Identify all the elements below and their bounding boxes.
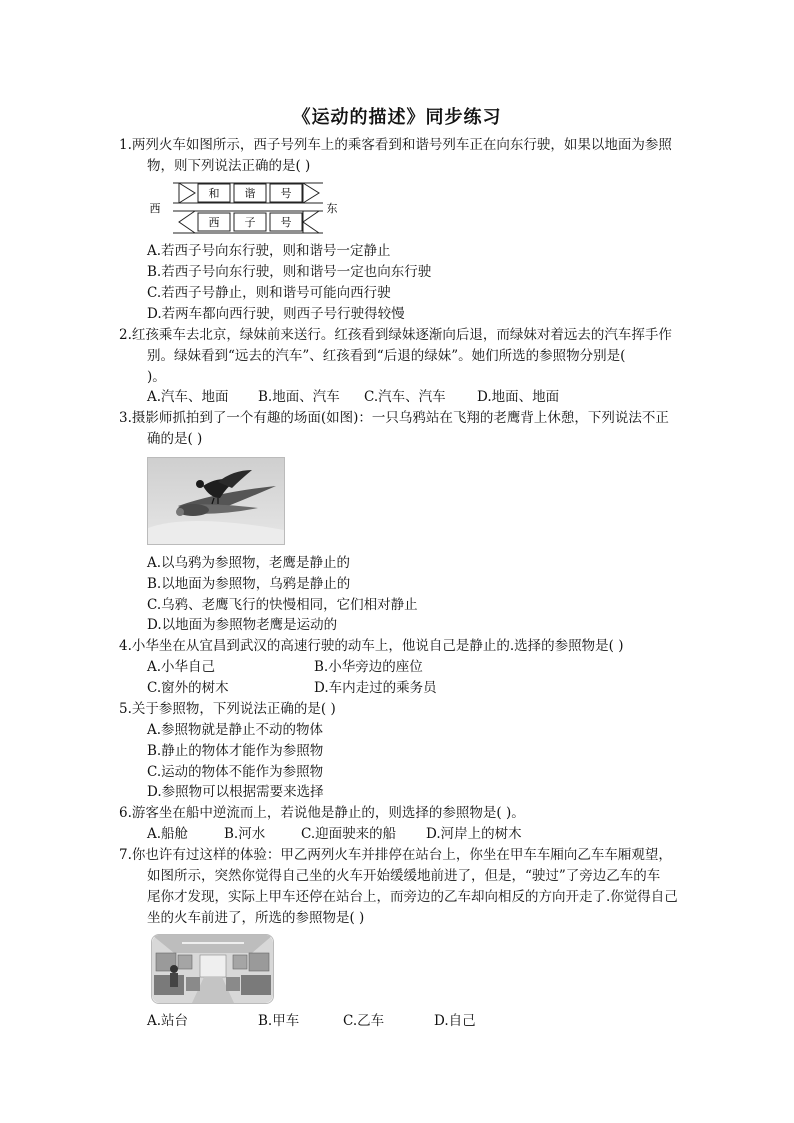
train-bottom-car-3: 号: [280, 216, 292, 229]
question-3-line-2: 确的是( ): [147, 431, 203, 447]
train-bottom-car-2: 子: [244, 216, 256, 229]
q2-option-d: D.地面、地面: [477, 389, 560, 405]
direction-east-label: 东: [326, 202, 338, 215]
question-7-line-3: 尾你才发现，实际上甲车还停在站台上，而旁边的乙车却向相反的方向开走了.你觉得自己: [147, 889, 678, 905]
q2-option-c: C.汽车、汽车: [364, 389, 446, 405]
page-title: 《运动的描述》同步练习: [292, 107, 502, 128]
question-5-line-1: 5.关于参照物，下列说法正确的是( ): [119, 701, 336, 717]
q3-option-b: B.以地面为参照物，乌鸦是静止的: [147, 576, 351, 592]
question-3-line-1: 3.摄影师抓拍到了一个有趣的场面(如图)：一只乌鸦站在飞翔的老鹰背上休憩，下列说法不正: [119, 410, 669, 426]
train-top-car-3: 号: [280, 187, 292, 200]
question-2-line-3: )。: [147, 369, 166, 385]
train-interior-photo: [151, 934, 274, 1004]
q7-option-c: C.乙车: [343, 1013, 385, 1029]
q5-option-a: A.参照物就是静止不动的物体: [147, 722, 324, 738]
q7-option-b: B.甲车: [258, 1013, 300, 1029]
question-7-line-4: 坐的火车前进了，所选的参照物是( ): [147, 910, 365, 926]
question-1: [119, 135, 704, 177]
q6-option-d: D.河岸上的树木: [426, 826, 522, 842]
train-bottom-car-1: 西: [208, 216, 220, 229]
q6-options-row: [147, 824, 522, 845]
direction-west-label: 西: [149, 202, 161, 215]
q2-option-a: A.汽车、地面: [147, 389, 229, 405]
q3-option-a: A.以乌鸦为参照物，老鹰是静止的: [147, 555, 351, 571]
q1-option-b: B.若西子号向东行驶，则和谐号一定也向东行驶: [147, 264, 432, 280]
question-1-line-2: 物，则下列说法正确的是( ): [147, 158, 311, 174]
q1-option-a: A.若西子号向东行驶，则和谐号一定静止: [147, 243, 391, 259]
q4-option-d: D.车内走过的乘务员: [314, 680, 437, 696]
question-2-line-2: 别。绿妹看到“远去的汽车”、红孩看到“后退的绿妹”。她们所选的参照物分别是(: [147, 348, 626, 364]
q6-option-c: C.迎面驶来的船: [301, 826, 397, 842]
q7-option-a: A.站台: [147, 1013, 189, 1029]
question-6-line-1: 6.游客坐在船中逆流而上，若说他是静止的，则选择的参照物是( )。: [119, 805, 525, 821]
q7-option-d: D.自己: [434, 1013, 476, 1029]
q4-option-a: A.小华自己: [147, 659, 216, 675]
q7-options-row: [147, 1011, 476, 1032]
crow-eagle-photo: [147, 457, 285, 545]
q6-option-a: A.船舱: [147, 826, 189, 842]
train-top-car-2: 谐: [244, 187, 256, 200]
q2-options-row: [147, 387, 559, 408]
train-diagram: [143, 178, 343, 238]
question-7-line-1: 7.你也许有过这样的体验：甲乙两列火车并排停在站台上，你坐在甲车车厢向乙车车厢观望，: [119, 847, 672, 863]
train-top-car-1: 和: [208, 187, 220, 200]
q5-option-c: C.运动的物体不能作为参照物: [147, 764, 324, 780]
q4-option-c: C.窗外的树木: [147, 680, 229, 696]
q6-option-b: B.河水: [224, 826, 266, 842]
q5-option-d: D.参照物可以根据需要来选择: [147, 784, 324, 800]
question-4-line-1: 4.小华坐在从宜昌到武汉的高速行驶的动车上，他说自己是静止的.选择的参照物是( ): [119, 638, 624, 654]
q5-option-b: B.静止的物体才能作为参照物: [147, 743, 324, 759]
q2-option-b: B.地面、汽车: [258, 389, 340, 405]
q4-option-b: B.小华旁边的座位: [314, 659, 423, 675]
q1-option-d: D.若两车都向西行驶，则西子号行驶得较慢: [147, 306, 405, 322]
question-7-line-2: 如图所示，突然你觉得自己坐的火车开始缓缓地前进了，但是，“驶过”了旁边乙车的车: [147, 868, 661, 884]
q1-option-c: C.若西子号静止，则和谐号可能向西行驶: [147, 285, 391, 301]
question-1-line-1: 1.两列火车如图所示，西子号列车上的乘客看到和谐号列车正在向东行驶，如果以地面为参照: [119, 137, 672, 153]
q3-option-d: D.以地面为参照物老鹰是运动的: [147, 617, 338, 633]
q3-option-c: C.乌鸦、老鹰飞行的快慢相同，它们相对静止: [147, 597, 418, 613]
question-2-line-1: 2.红孩乘车去北京，绿妹前来送行。红孩看到绿妹逐渐向后退，而绿妹对着远去的汽车挥手作: [119, 327, 672, 343]
